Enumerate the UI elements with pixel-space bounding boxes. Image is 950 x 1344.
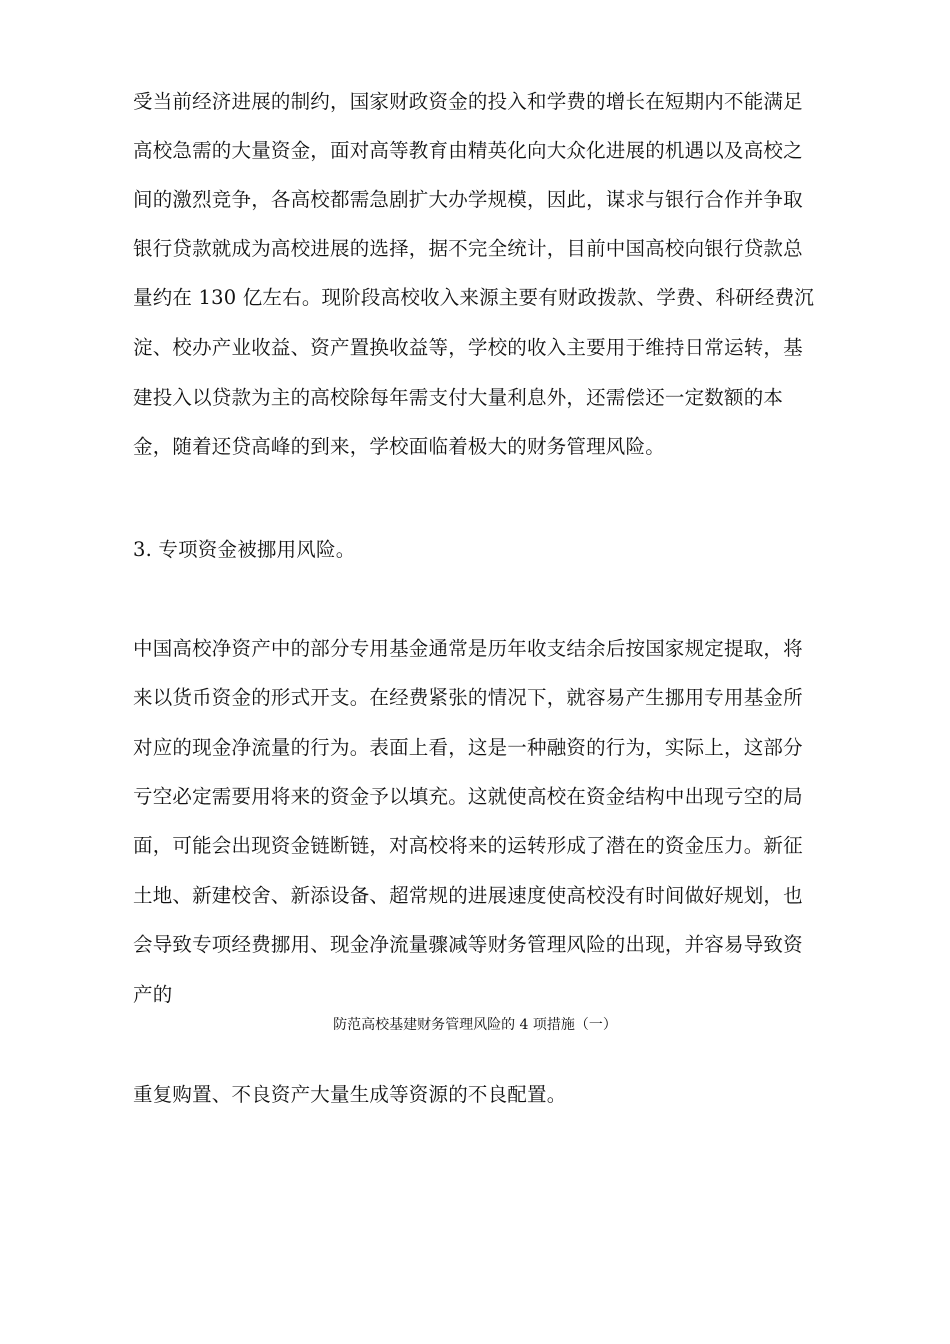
paragraph-2-line-7: 会导致专项经费挪用、现金净流量骤减等财务管理风险的出现，并容易导致资 <box>133 933 803 956</box>
paragraph-2-line-3: 对应的现金净流量的行为。表面上看，这是一种融资的行为，实际上，这部分 <box>133 736 803 759</box>
paragraph-2-line-1: 中国高校净资产中的部分专用基金通常是历年收支结余后按国家规定提取，将 <box>133 637 803 660</box>
paragraph-1-line-2: 高校急需的大量资金，面对高等教育由精英化向大众化进展的机遇以及高校之 <box>133 139 803 162</box>
paragraph-2-line-4: 亏空必定需要用将来的资金予以填充。这就使高校在资金结构中出现亏空的局 <box>133 785 803 808</box>
paragraph-1-line-4: 银行贷款就成为高校进展的选择，据不完全统计，目前中国高校向银行贷款总 <box>133 237 803 260</box>
paragraph-1-line-3: 间的激烈竞争，各高校都需急剧扩大办学规模，因此，谋求与银行合作并争取 <box>133 188 803 211</box>
paragraph-2-line-5: 面，可能会出现资金链断链，对高校将来的运转形成了潜在的资金压力。新征 <box>133 834 803 857</box>
paragraph-3: 重复购置、不良资产大量生成等资源的不良配置。 <box>133 1083 567 1106</box>
section-heading: 3. 专项资金被挪用风险。 <box>133 538 356 561</box>
paragraph-2-line-6: 土地、新建校舍、新添设备、超常规的进展速度使高校没有时间做好规划，也 <box>133 884 803 907</box>
paragraph-2-line-8: 产的 <box>133 983 173 1006</box>
paragraph-1-line-6: 淀、校办产业收益、资产置换收益等，学校的收入主要用于维持日常运转，基 <box>133 336 803 359</box>
paragraph-1-line-7: 建投入以贷款为主的高校除每年需支付大量利息外，还需偿还一定数额的本 <box>133 386 784 409</box>
paragraph-1-line-5: 量约在 130 亿左右。现阶段高校收入来源主要有财政拨款、学费、科研经费沉 <box>133 286 815 309</box>
paragraph-1-line-1: 受当前经济进展的制约，国家财政资金的投入和学费的增长在短期内不能满足 <box>133 90 803 113</box>
paragraph-1-line-8: 金，随着还贷高峰的到来，学校面临着极大的财务管理风险。 <box>133 435 665 458</box>
page-footer: 防范高校基建财务管理风险的 4 项措施（一） <box>333 1017 617 1033</box>
paragraph-2-line-2: 来以货币资金的形式开支。在经费紧张的情况下，就容易产生挪用专用基金所 <box>133 686 803 709</box>
